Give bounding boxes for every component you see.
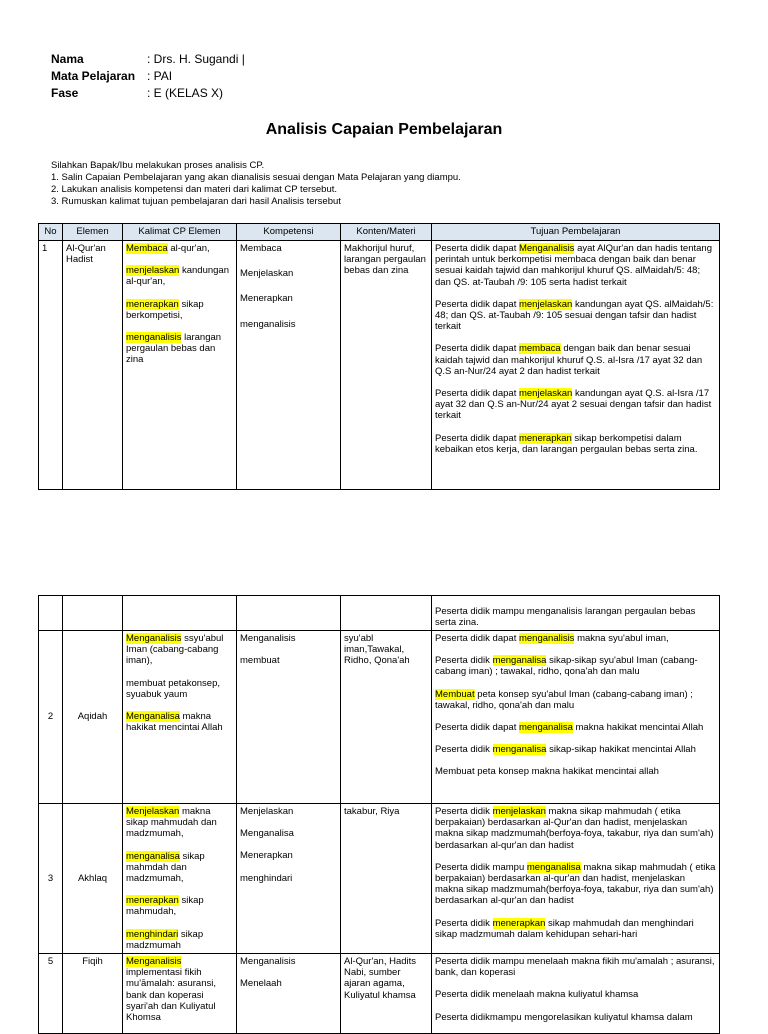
cp-analysis-table-continued: [38, 595, 720, 1034]
tujuan-text: Peserta didik: [435, 655, 493, 667]
highlighted-verb: menerapkan: [126, 895, 179, 907]
cp-item: [126, 265, 233, 287]
row-cp: [123, 954, 237, 1034]
cp-item: [126, 332, 233, 366]
tujuan-text: Membuat peta konsep makna hakikat mencintai allah: [435, 766, 659, 778]
cp-text: sikap mahmudah,: [126, 895, 204, 918]
tujuan-item: [435, 243, 716, 288]
nama-value: : Drs. H. Sugandi |: [147, 52, 245, 66]
tujuan-item: [435, 806, 716, 851]
tujuan-item: [435, 689, 716, 711]
tujuan-item: [435, 633, 716, 644]
tujuan-text: peta konsep syu'abul Iman (cabang-cabang iman) ; tawakal, ridho, qona'ah dan malu: [435, 688, 693, 711]
kompetensi-item: Menerapkan: [240, 850, 293, 862]
row-konten: [341, 596, 432, 631]
tujuan-text: Peserta didik dapat: [435, 633, 519, 644]
tujuan-text: Peserta didik: [435, 806, 493, 817]
tujuan-text: Peserta didik: [435, 744, 493, 756]
tujuan-item: [435, 343, 716, 377]
tujuan-item: Peserta didik menelaah makna kuliyatul khamsa: [435, 989, 639, 1001]
tujuan-text: Peserta didik dapat: [435, 243, 519, 254]
cp-item: [126, 633, 233, 667]
tujuan-text: Peserta didik dapat: [435, 432, 519, 444]
nama-label: Nama: [51, 52, 84, 66]
tujuan-item: [435, 299, 716, 333]
col-header-konten: Konten/Materi: [341, 224, 432, 241]
kompetensi-item: Menganalisa: [240, 828, 294, 840]
cp-analysis-table: [38, 223, 720, 490]
highlighted-verb: menjelaskan: [518, 298, 573, 310]
cp-text: al-qur'an,: [167, 243, 210, 254]
kompetensi-item: Menganalisis: [240, 633, 296, 644]
mapel-line: [51, 69, 172, 83]
highlighted-verb: Membuat: [435, 688, 475, 700]
tujuan-item: Peserta didikmampu mengorelasikan kuliyatul khamsa dalam: [435, 1011, 693, 1023]
row-no: 3: [39, 804, 63, 954]
highlighted-verb: Membaca: [126, 243, 168, 254]
tujuan-text: Peserta didik dapat: [435, 343, 519, 355]
tujuan-text: makna sikap mahmudah ( etika berpakaian) berdasarkan al-qur'an dan hadist, menjelaskan makna sikap madzmumah(berfoya-foya, takabur, riya dan sum'ah) berdasarkan al-qur'an dan hadist: [435, 861, 716, 907]
row-konten: Makhorijul huruf, larangan pergaulan bebas dan zina: [341, 241, 432, 490]
cp-item: [126, 806, 233, 840]
highlighted-verb: menerapkan: [492, 917, 546, 929]
tujuan-item: [435, 722, 716, 733]
cp-text: ssyu'abul Iman (cabang-cabang iman),: [126, 633, 224, 667]
page-title: Analisis Capaian Pembelajaran: [265, 121, 503, 138]
tujuan-text: Peserta didik dapat: [435, 388, 519, 400]
row-cp: [123, 631, 237, 804]
fase-label: Fase: [51, 86, 79, 100]
row-tujuan: [432, 631, 720, 804]
kompetensi-item: membuat: [240, 655, 280, 667]
kompetensi-item: Menelaah: [240, 978, 282, 990]
row-elemen: Aqidah: [63, 631, 123, 804]
highlighted-verb: menjelaskan: [492, 806, 546, 817]
col-header-kompetensi: Kompetensi: [237, 224, 341, 241]
tujuan-item: [435, 766, 716, 777]
row-tujuan: [432, 241, 720, 490]
instruction-line: 2. Lakukan analisis kompetensi dan materi dari kalimat CP tersebut.: [51, 184, 338, 195]
col-header-no: No: [39, 224, 63, 241]
cp-text: implementasi fikih mu'āmalah: asuransi, bank dan koperasi syari'ah dan Kuliyatul Khomsa: [126, 967, 216, 1024]
kompetensi-item: menganalisis: [240, 318, 296, 330]
highlighted-verb: menjelaskan: [126, 265, 180, 277]
cp-text: makna hakikat mencintai Allah: [126, 711, 223, 734]
tujuan-item: [435, 862, 716, 907]
row-no: 5: [39, 954, 63, 1034]
highlighted-verb: Menganalisa: [126, 711, 180, 723]
tujuan-text: Peserta didik dapat: [435, 298, 519, 310]
row-tujuan: [432, 954, 720, 1034]
tujuan-item: Peserta didik mampu menelaah makna fikih mu'amalah ; asuransi, bank, dan koperasi: [435, 956, 715, 979]
col-header-tujuan: Tujuan Pembelajaran: [432, 224, 720, 241]
highlighted-verb: menganalisa: [526, 861, 581, 873]
tujuan-text: dengan baik dan benar sesuai kaidah tajwid dan mahkorijul khuruf Q.S. al-Isra /17 ayat 32 dan Q.S an-Nur/24 ayat 2 dan hadist terkait: [435, 343, 703, 377]
row-elemen: Akhlaq: [63, 804, 123, 954]
highlighted-verb: menganalisa: [126, 850, 180, 862]
nama-line: [51, 52, 245, 66]
mapel-label: Mata Pelajaran: [51, 69, 136, 83]
cp-item: [126, 929, 233, 951]
table-row: [39, 596, 720, 631]
kompetensi-item: menghindari: [240, 872, 293, 884]
highlighted-verb: menerapkan: [518, 432, 572, 444]
row-konten: syu'abl iman,Tawakal, Ridho, Qona'ah: [341, 631, 432, 804]
mapel-value: : PAI: [147, 69, 173, 83]
tujuan-text: kandungan ayat Q.S. al-Isra /17 ayat 32 dan Q.S an-Nur/24 ayat 2 sesuai dengan tafsir dan hadist terkait: [435, 388, 712, 422]
row-no: 1: [39, 241, 63, 490]
highlighted-verb: Menganalisis: [126, 633, 182, 644]
highlighted-verb: menganalisis: [126, 332, 182, 344]
table-row: [39, 631, 720, 804]
cp-item: [126, 678, 233, 700]
tujuan-text: Peserta didik mampu: [435, 861, 527, 873]
row-no: 2: [39, 631, 63, 804]
fase-line: [51, 86, 223, 100]
highlighted-verb: Menjelaskan: [126, 806, 180, 817]
kompetensi-item: Menganalisis: [240, 956, 296, 968]
cp-item: [126, 956, 233, 1023]
highlighted-verb: membaca: [518, 343, 561, 355]
tujuan-text: Peserta didik dapat: [435, 722, 519, 734]
kompetensi-item: Menjelaskan: [240, 806, 294, 817]
highlighted-verb: menganalisa: [518, 722, 573, 734]
row-elemen: Fiqih: [63, 954, 123, 1034]
tujuan-item: [435, 655, 716, 677]
tujuan-text: sikap mahmudah dan menghindari sikap madzmumah dalam kehidupan sehari-hari: [435, 917, 694, 940]
table-header-row: [39, 224, 720, 241]
row-elemen: Al-Qur'an Hadist: [63, 241, 123, 490]
tujuan-item: [435, 918, 716, 940]
row-kompetensi: [237, 804, 341, 954]
tujuan-text: kandungan ayat QS. alMaidah/5: 48; dan QS. at-Taubah /9: 105 sesuai dengan tafsir dan hadist terkait: [435, 298, 714, 333]
row-kompetensi: [237, 631, 341, 804]
table-row: [39, 804, 720, 954]
row-tujuan: [432, 804, 720, 954]
table-row: [39, 241, 720, 490]
row-cp: [123, 241, 237, 490]
cp-text: makna sikap mahmudah dan madzmumah,: [126, 806, 217, 840]
tujuan-item: [435, 744, 716, 755]
highlighted-verb: menghindari: [126, 928, 179, 940]
highlighted-verb: Menganalisis: [126, 956, 182, 968]
row-kompetensi: [237, 954, 341, 1034]
highlighted-verb: menganalisa: [492, 655, 547, 667]
col-header-elemen: Elemen: [63, 224, 123, 241]
tujuan-text: makna syu'abul iman,: [574, 633, 669, 644]
cp-item: [126, 243, 233, 254]
row-cp: [123, 596, 237, 631]
tujuan-text: sikap-sikap hakikat mencintai Allah: [546, 744, 696, 756]
cp-text: larangan pergaulan bebas dan zina: [126, 332, 222, 366]
instruction-line: 3. Rumuskan kalimat tujuan pembelajaran dari hasil Analisis tersebut: [51, 196, 341, 207]
kompetensi-item: Menerapkan: [240, 293, 293, 305]
row-tujuan: Peserta didik mampu menganalisis larangan pergaulan bebas serta zina.: [432, 596, 720, 631]
tujuan-text: sikap berkompetisi dalam kebaikan etos kerja, dan larangan pergaulan bebas serta zina.: [435, 432, 698, 455]
row-cp: [123, 804, 237, 954]
kompetensi-item: Membaca: [240, 243, 282, 254]
cp-text: sikap mahmdah dan madzmumah,: [126, 850, 205, 885]
cp-item: [126, 711, 233, 733]
col-header-kalimat-cp: Kalimat CP Elemen: [123, 224, 237, 241]
cp-text: sikap berkompetisi,: [126, 298, 204, 321]
tujuan-text: sikap-sikap syu'abul Iman (cabang-cabang iman) ; tawakal, ridho, qona'ah dan malu: [435, 655, 698, 678]
row-kompetensi: [237, 241, 341, 490]
tujuan-item: [435, 388, 716, 422]
row-konten: Al-Qur'an, Hadits Nabi, sumber ajaran agama, Kuliyatul khamsa: [341, 954, 432, 1034]
row-kompetensi: [237, 596, 341, 631]
cp-text: sikap madzmumah: [126, 928, 204, 951]
tujuan-text: makna sikap mahmudah ( etika berpakaian) berdasarkan al-Qur'an dan hadist, menjelaskan makna sikap madzmumah(berfoya-foya, takabur, riya dan sum'ah) berdasarkan al-qur'an dan hadist: [435, 806, 714, 851]
cp-item: [126, 895, 233, 917]
tujuan-item: [435, 433, 716, 455]
cp-item: [126, 299, 233, 321]
highlighted-verb: menjelaskan: [518, 388, 573, 400]
fase-value: : E (KELAS X): [147, 86, 224, 100]
instruction-line: 1. Salin Capaian Pembelajaran yang akan dianalisis sesuai dengan Mata Pelajaran yang diampu.: [51, 172, 461, 183]
row-no: [39, 596, 63, 631]
row-elemen: [63, 596, 123, 631]
highlighted-verb: menganalisa: [492, 744, 547, 756]
tujuan-text: ayat AlQur'an dan hadis tentang perintah untuk berkompetisi membaca dengan baik dan benar sesuai kaidah tajwid dan mahkorijul khuruf QS. alMaidah/5: 48; dan QS. at-Taubah /9: 105 serta hadist terkait: [435, 243, 712, 288]
tujuan-text: makna hakikat mencintai Allah: [572, 722, 704, 734]
instruction-line: Silahkan Bapak/Ibu melakukan proses analisis CP.: [51, 160, 265, 171]
table-row: [39, 954, 720, 1034]
cp-text: membuat petakonsep, syuabuk yaum: [126, 677, 221, 700]
highlighted-verb: Menganalisis: [518, 243, 575, 254]
row-konten: takabur, Riya: [341, 804, 432, 954]
tujuan-text: Peserta didik: [435, 917, 493, 929]
kompetensi-item: Menjelaskan: [240, 268, 294, 280]
cp-text: kandungan al-qur'an,: [126, 265, 230, 288]
highlighted-verb: menganalisis: [518, 633, 575, 644]
highlighted-verb: menerapkan: [126, 298, 179, 310]
cp-item: [126, 851, 233, 885]
